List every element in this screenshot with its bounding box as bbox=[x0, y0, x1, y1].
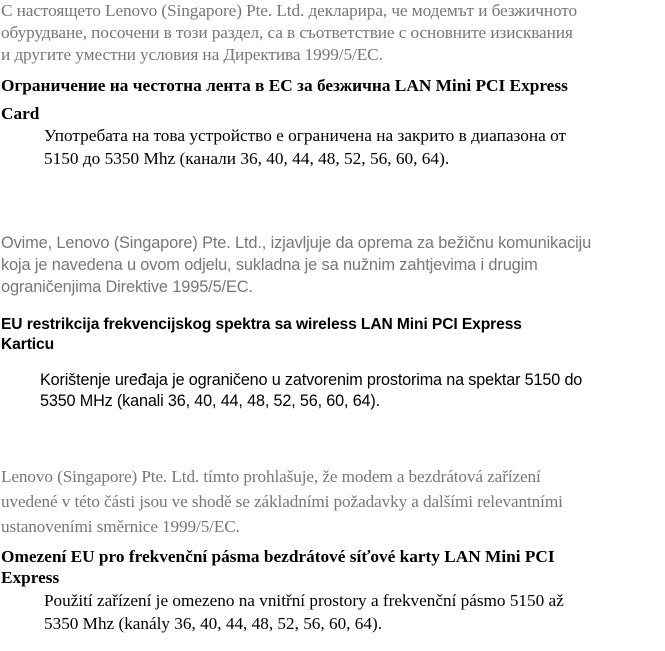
restriction-line: 5350 MHz (kanali 36, 40, 44, 48, 52, 56, 60, 64). bbox=[40, 392, 381, 410]
section-czech bbox=[0, 464, 665, 635]
declaration-line: обурудване, посочени в този раздел, са в съответствие с основните изисквания bbox=[1, 23, 573, 42]
heading-line: Card bbox=[1, 104, 40, 123]
declaration-line: Lenovo (Singapore) Pte. Ltd. tímto prohlašuje, že modem a bezdrátová zařízení bbox=[1, 467, 541, 486]
heading-line: EU restrikcija frekvencijskog spektra sa wireless LAN Mini PCI Express bbox=[1, 316, 522, 333]
declaration-line: и другите уместни условия на Директива 1999/5/EC. bbox=[1, 45, 383, 64]
restriction-paragraph bbox=[0, 370, 665, 412]
restriction-line: 5350 Mhz (kanály 36, 40, 44, 48, 52, 56, 60, 64). bbox=[44, 614, 382, 633]
heading-line: Express bbox=[1, 568, 60, 587]
heading-line: Karticu bbox=[1, 336, 55, 353]
declaration-paragraph bbox=[0, 232, 665, 298]
restriction-line: Korištenje uređaja je ograničeno u zatvorenim prostorima na spektar 5150 do bbox=[40, 371, 583, 389]
restriction-paragraph bbox=[0, 124, 665, 170]
heading-line: Omezení EU pro frekvenční pásma bezdrátové síťové karty LAN Mini PCI bbox=[1, 547, 555, 566]
declaration-line: ustanoveními směrnice 1999/5/EC. bbox=[1, 517, 240, 536]
section-heading bbox=[0, 546, 665, 588]
declaration-line: Ovime, Lenovo (Singapore) Pte. Ltd., izjavljuje da oprema za bežičnu komunikaciju bbox=[1, 234, 592, 252]
section-heading bbox=[0, 72, 665, 128]
declaration-paragraph bbox=[0, 464, 665, 539]
restriction-line: Použití zařízení je omezeno na vnitřní prostory a frekvenční pásmo 5150 až bbox=[44, 591, 564, 610]
declaration-paragraph bbox=[0, 0, 665, 66]
section-bulgarian bbox=[0, 0, 665, 170]
declaration-line: uvedené v této části jsou ve shodě se základními požadavky a dalšími relevantními bbox=[1, 492, 563, 511]
declaration-line: koja je navedena u ovom odjelu, sukladna je sa nužnim zahtjevima i drugim bbox=[1, 256, 538, 274]
heading-line: Ограничение на честотна лента в ЕС за безжична LAN Mini PCI Express bbox=[1, 76, 568, 95]
restriction-paragraph bbox=[0, 589, 665, 635]
restriction-line: 5150 до 5350 Mhz (канали 36, 40, 44, 48, 52, 56, 60, 64). bbox=[44, 149, 450, 168]
restriction-line: Употребата на това устройство е ограничена на закрито в диапазона от bbox=[44, 126, 567, 145]
declaration-line: С настоящето Lenovo (Singapore) Pte. Ltd. декларира, че модемът и безжичното bbox=[1, 1, 578, 20]
declaration-line: ograničenjima Direktive 1995/5/EC. bbox=[1, 278, 253, 296]
section-heading bbox=[0, 315, 665, 355]
section-croatian bbox=[0, 232, 665, 412]
